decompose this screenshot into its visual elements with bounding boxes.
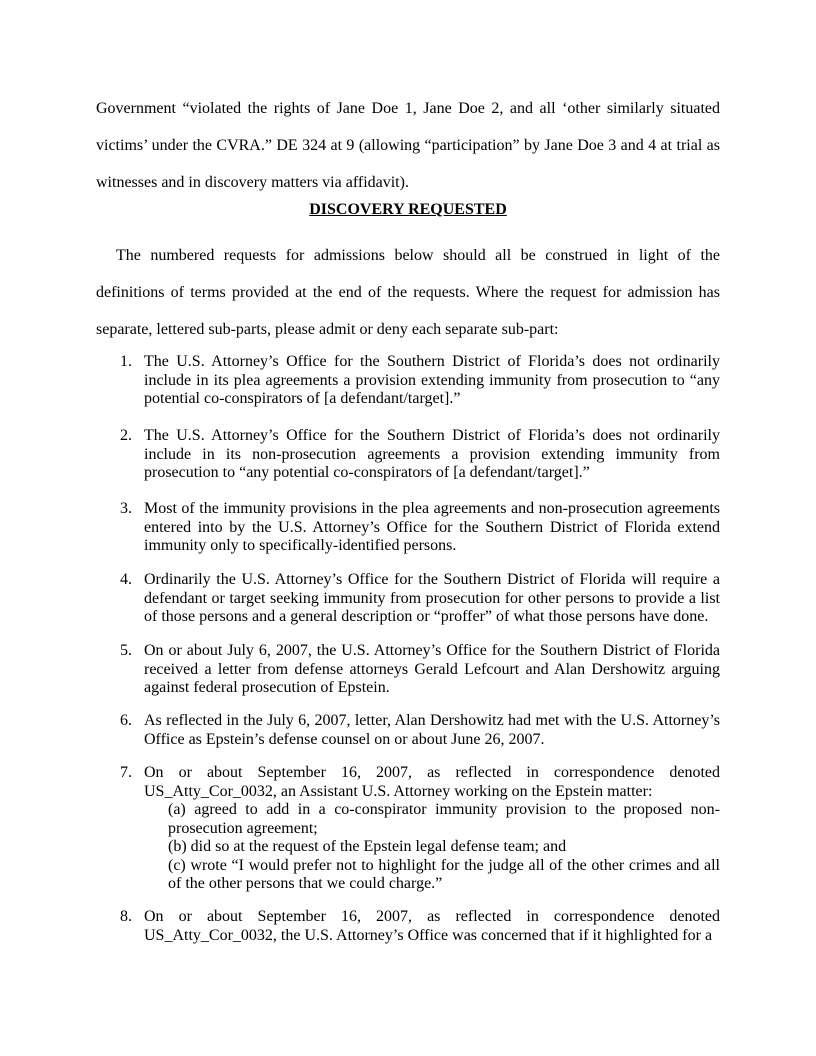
request-text: On or about September 16, 2007, as reflected in correspondence denoted US_Atty_Cor_0032, the U.S. Attorney’s Office was concerned that if it highlighted for a (144, 908, 720, 944)
request-text: The U.S. Attorney’s Office for the Southern District of Florida’s does not ordinarily include in its plea agreements a provision extending immunity from prosecution to “any potential co-conspirators of [a defendant/target].” (144, 353, 720, 407)
request-item-5 (96, 642, 720, 698)
request-number: 6. (120, 712, 132, 729)
section-heading: DISCOVERY REQUESTED (309, 201, 507, 218)
request-subpart-c: (c) wrote “I would prefer not to highlight for the judge all of the other crimes and all of the other persons that we could charge.” (168, 856, 720, 892)
request-text: On or about July 6, 2007, the U.S. Attorney’s Office for the Southern District of Florida received a letter from defense attorneys Gerald Lefcourt and Alan Dershowitz arguing against federal prosecution of Epstein. (144, 642, 720, 696)
request-number: 1. (120, 353, 132, 370)
request-item-3 (96, 500, 720, 556)
request-item-7 (96, 764, 720, 894)
request-number: 8. (120, 908, 132, 925)
request-number: 4. (120, 571, 132, 588)
request-text: The U.S. Attorney’s Office for the Southern District of Florida’s does not ordinarily include in its non-prosecution agreements a provision extending immunity from prosecution to “any potential co-conspirators of [a defendant/target].” (144, 427, 720, 481)
request-text: Most of the immunity provisions in the plea agreements and non-prosecution agreements entered into by the U.S. Attorney’s Office for the Southern District of Florida extend immunity only to specifically-identified persons. (144, 500, 720, 554)
request-item-1 (96, 353, 720, 409)
request-item-8 (96, 908, 720, 945)
request-text: Ordinarily the U.S. Attorney’s Office for the Southern District of Florida will require a defendant or target seeking immunity from prosecution for other persons to provide a list of those persons and a general description or “proffer” of what those persons have done. (144, 571, 720, 625)
request-item-2 (96, 427, 720, 483)
request-subpart-a: (a) agreed to add in a co-conspirator immunity provision to the proposed non-prosecution agreement; (168, 801, 720, 837)
request-number: 5. (120, 642, 132, 659)
intro-paragraph: Government “violated the rights of Jane Doe 1, Jane Doe 2, and all ‘other similarly situated victims’ under the CVRA.” DE 324 at 9 (allowing “participation” by Jane Doe 3 and 4 at trial as witnesses and in discovery matters via affidavit). (96, 100, 720, 191)
request-number: 2. (120, 427, 132, 444)
request-item-4 (96, 571, 720, 627)
request-text: As reflected in the July 6, 2007, letter, Alan Dershowitz had met with the U.S. Attorney’s Office as Epstein’s defense counsel on or about June 26, 2007. (144, 712, 720, 748)
request-number: 3. (120, 500, 132, 517)
request-subpart-b: (b) did so at the request of the Epstein legal defense team; and (168, 838, 567, 855)
request-text: On or about September 16, 2007, as reflected in correspondence denoted US_Atty_Cor_0032, an Assistant U.S. Attorney working on the Epstein matter: (144, 764, 720, 800)
request-number: 7. (120, 764, 132, 781)
request-item-6 (96, 712, 720, 749)
definitions-paragraph: The numbered requests for admissions below should all be construed in light of the definitions of terms provided at the end of the requests. Where the request for admission has separate, lettered sub-parts, please admit or deny each separate sub-part: (96, 247, 720, 338)
